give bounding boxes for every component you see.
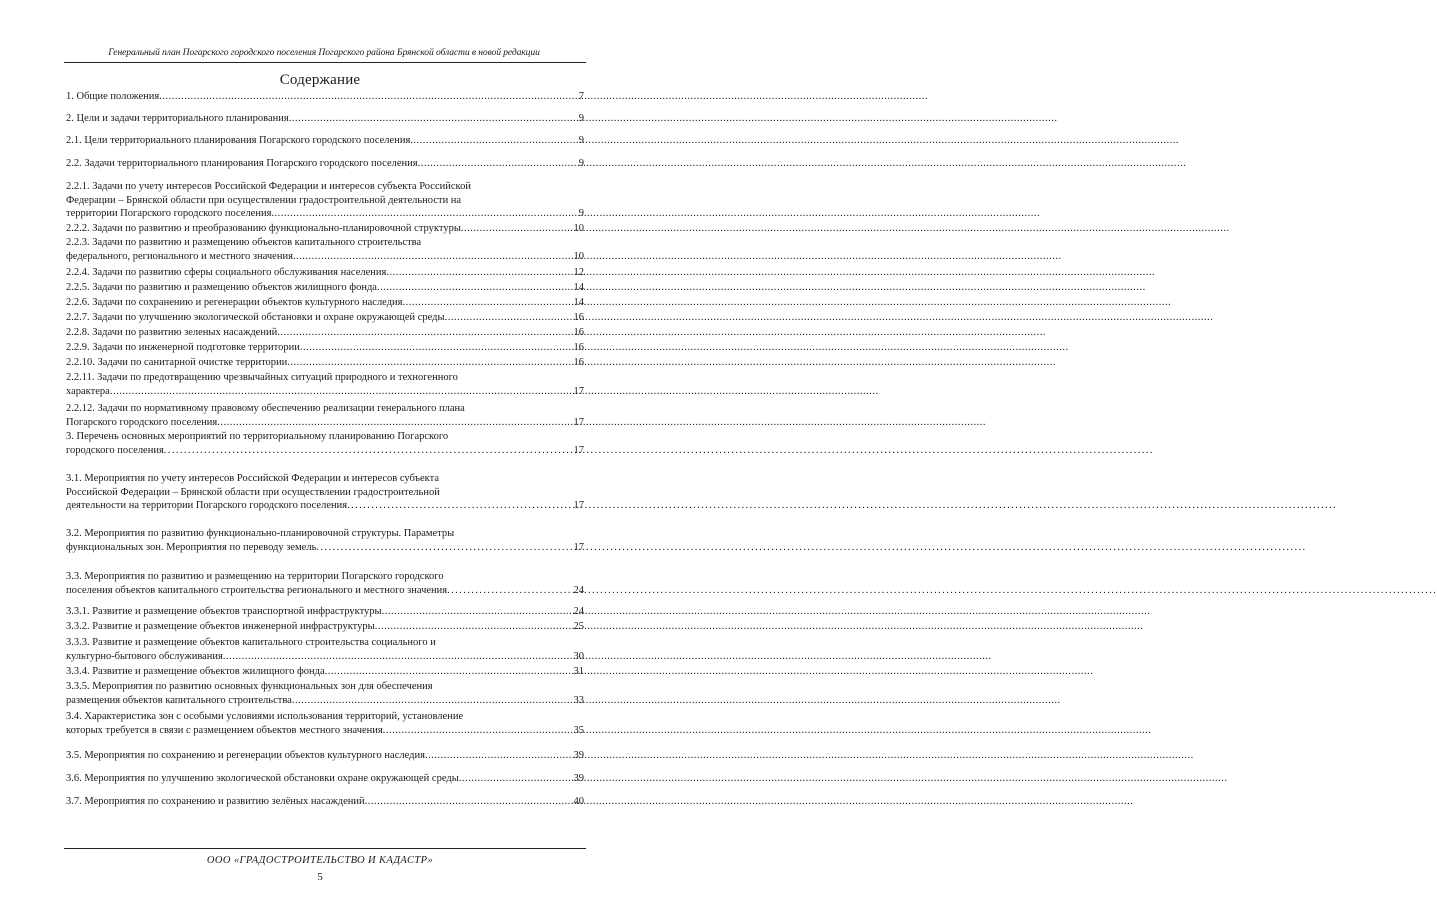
toc-dot-leader (277, 326, 573, 340)
toc-entry[interactable] (66, 157, 584, 171)
toc-entry[interactable] (66, 795, 584, 809)
toc-entry-text: 3.3.5. Мероприятия по развитию основных функциональных зон для обеспечения (66, 681, 433, 692)
toc-entry-line (66, 472, 584, 486)
toc-entry-text: 2.2.6. Задачи по сохранению и регенерации объектов культурного наследия (66, 297, 403, 308)
toc-dot-leader (377, 281, 574, 295)
toc-dot-leader (445, 311, 574, 325)
toc-entry[interactable] (66, 341, 584, 355)
toc-entry[interactable] (66, 371, 584, 398)
toc-entry-text: 3.3.2. Развитие и размещение объектов инженерной инфраструктуры (66, 621, 375, 632)
toc-dot-leader (164, 444, 574, 458)
toc-entry-line (66, 620, 584, 634)
toc-entry[interactable] (66, 356, 584, 370)
toc-entry-line (66, 236, 584, 250)
toc-dot-leader (382, 605, 574, 619)
toc-entry-line (66, 430, 584, 444)
toc-page-number: 35 (573, 724, 584, 736)
toc-entry-line (66, 281, 584, 295)
toc-entry-text: деятельности на территории Погарского городского поселения (66, 500, 348, 511)
toc-dot-leader (159, 90, 579, 104)
document-page (0, 0, 640, 905)
toc-entry-line (66, 266, 584, 280)
toc-page-number: 9 (578, 158, 584, 169)
toc-entry-text: 3.5. Мероприятия по сохранению и регенерации объектов культурного наследия (66, 750, 425, 761)
toc-entry-line (66, 710, 584, 724)
toc-page-number: 39 (573, 773, 584, 784)
toc-entry-text: 2.2.12. Задачи по нормативному правовому обеспечению реализации генерального плана (66, 403, 465, 414)
toc-entry[interactable] (66, 665, 584, 679)
toc-page-number: 30 (573, 650, 584, 662)
toc-dot-leader (300, 341, 574, 355)
toc-entry-text: размещения объектов капитального строительства (66, 694, 292, 706)
toc-entry-text: 2.2.2. Задачи по развитию и преобразованию функционально-планировочной структуры (66, 223, 461, 234)
footer-organization: ООО «ГРАДОСТРОИТЕЛЬСТВО И КАДАСТР» (206, 855, 434, 866)
toc-entry-text: 3.3.3. Развитие и размещение объектов капитального строительства социального и (66, 637, 436, 648)
toc-page-number: 25 (573, 621, 584, 632)
toc-entry-text: которых требуется в связи с размещением объектов местного значения (66, 724, 383, 736)
toc-dot-leader (447, 584, 573, 598)
toc-entry-text: 3.6. Мероприятия по улучшению экологической обстановки охране окружающей среды (66, 773, 459, 784)
toc-dot-leader (110, 385, 574, 399)
toc-entry-text: 3.3. Мероприятия по развитию и размещению на территории Погарского городского (66, 571, 444, 582)
toc-dot-leader (425, 749, 574, 763)
toc-dot-leader (292, 694, 574, 708)
toc-entry-line (66, 222, 584, 236)
toc-entry-line (66, 499, 584, 513)
toc-dot-leader (223, 650, 574, 664)
toc-entry-line (66, 356, 584, 370)
toc-entry-line (66, 665, 584, 679)
toc-entry-line (66, 207, 584, 221)
toc-entry-text: функциональных зон. Мероприятия по переводу земель (66, 541, 317, 553)
toc-page-number: 14 (573, 282, 584, 293)
toc-entry-line (66, 402, 584, 416)
toc-page-number: 16 (573, 357, 584, 368)
toc-entry-line (66, 311, 584, 325)
toc-entry-text: 2.1. Цели территориального планирования Погарского городского поселения (66, 135, 411, 146)
toc-page-number: 7 (578, 91, 584, 102)
toc-page-number: 17 (573, 385, 584, 397)
toc-entry[interactable] (66, 772, 584, 786)
toc-entry-line (66, 584, 584, 598)
page-number: 5 (317, 871, 323, 883)
toc-page-number: 33 (573, 694, 584, 706)
toc-entry-line (66, 694, 584, 708)
toc-dot-leader (459, 772, 574, 786)
toc-entry-text: 3.2. Мероприятия по развитию функционально-планировочной структуры. Параметры (66, 528, 455, 539)
toc-entry-line (66, 296, 584, 310)
toc-entry[interactable] (66, 296, 584, 310)
toc-dot-leader (418, 157, 579, 171)
toc-entry[interactable] (66, 326, 584, 340)
toc-entry-text: Погарского городского поселения (66, 416, 218, 428)
toc-entry-line (66, 416, 584, 430)
toc-dot-leader (461, 222, 574, 236)
toc-page-number: 39 (573, 750, 584, 761)
toc-entry-line (66, 341, 584, 355)
toc-entry-text: 2.2.8. Задачи по развитию зеленых насаждений (66, 327, 278, 338)
toc-page-number: 9 (578, 208, 584, 219)
toc-entry-line (66, 134, 584, 148)
toc-entry-text: 1. Общие положения (66, 91, 160, 102)
toc-entry-text: 2.2.11. Задачи по предотвращению чрезвычайных ситуаций природного и техногенного (66, 372, 458, 383)
toc-entry-text: 3.7. Мероприятия по сохранению и развитию зелёных насаждений (66, 796, 365, 807)
toc-entry[interactable] (66, 605, 584, 619)
toc-entry[interactable] (66, 402, 584, 429)
toc-entry-line (66, 795, 584, 809)
toc-entry[interactable] (66, 620, 584, 634)
toc-entry-text: 2.2.10. Задачи по санитарной очистке территории (66, 357, 288, 368)
toc-entry-text: поселения объектов капитального строительства регионального и местного значения (66, 584, 448, 596)
toc-entry-line (66, 772, 584, 786)
toc-dot-leader (293, 250, 574, 264)
toc-dot-leader (217, 416, 573, 430)
toc-dot-leader (325, 665, 574, 679)
toc-dot-leader (403, 296, 574, 310)
toc-page-number: 12 (573, 267, 584, 278)
toc-entry[interactable] (66, 222, 584, 236)
toc-page-number: 9 (578, 135, 584, 146)
toc-dot-leader (289, 112, 579, 126)
toc-entry-line (66, 385, 584, 399)
toc-entry-text: 3.3.4. Развитие и размещение объектов жилищного фонда (66, 666, 325, 677)
toc-dot-leader (386, 266, 573, 280)
toc-page-number: 40 (573, 796, 584, 807)
toc-page-number: 24 (573, 584, 584, 596)
toc-page-number: 31 (573, 666, 584, 677)
toc-entry-line (66, 371, 584, 385)
toc-entry[interactable] (66, 749, 584, 763)
toc-dot-leader (287, 356, 573, 370)
toc-entry-text: 2.2.7. Задачи по улучшению экологической обстановки и охране окружающей среды (66, 312, 445, 323)
toc-entry-text: характера (66, 385, 110, 397)
toc-entry-line (66, 486, 584, 500)
toc-page-number: 24 (573, 606, 584, 617)
toc-entry-line (66, 444, 584, 458)
toc-entry-text: культурно-бытового обслуживания (66, 650, 223, 662)
header-rule (64, 62, 586, 63)
toc-entry-line (66, 680, 584, 694)
toc-entry[interactable] (66, 680, 584, 707)
toc-page-number: 9 (578, 113, 584, 124)
toc-entry-text: 2.2. Задачи территориального планирования Погарского городского поселения (66, 158, 418, 169)
toc-entry-line (66, 749, 584, 763)
toc-entry-line (66, 527, 584, 541)
toc-dot-leader (365, 795, 574, 809)
toc-entry-line (66, 570, 584, 584)
toc-entry[interactable] (66, 710, 584, 737)
toc-heading: Содержание (279, 72, 361, 88)
toc-entry-text: территории Погарского городского поселения (66, 208, 272, 219)
toc-dot-leader (375, 620, 574, 634)
toc-dot-leader (347, 499, 573, 513)
toc-page-number: 17 (573, 416, 584, 428)
toc-dot-leader (383, 724, 574, 738)
toc-page-number: 16 (573, 327, 584, 338)
toc-entry[interactable] (66, 472, 584, 513)
toc-entry-line (66, 250, 584, 264)
toc-entry-line (66, 724, 584, 738)
toc-entry-text: 2.2.5. Задачи по развитию и размещению объектов жилищного фонда (66, 282, 377, 293)
toc-entry-line (66, 157, 584, 171)
toc-entry-text: городского поселения (66, 444, 164, 456)
toc-page-number: 10 (573, 250, 584, 262)
toc-page-number: 10 (573, 223, 584, 234)
toc-entry-text: Федерации – Брянской области при осуществлении градостроительной деятельности на (66, 194, 462, 206)
toc-page-number: 14 (573, 297, 584, 308)
toc-entry[interactable] (66, 134, 584, 148)
toc-entry[interactable] (66, 430, 584, 457)
toc-dot-leader (271, 207, 578, 221)
toc-entry[interactable] (66, 112, 584, 126)
toc-entry[interactable] (66, 236, 584, 263)
toc-entry[interactable] (66, 90, 584, 104)
toc-entry-text: 3.3.1. Развитие и размещение объектов транспортной инфраструктуры (66, 606, 382, 617)
toc-entry-line (66, 326, 584, 340)
toc-entry-text: федерального, регионального и местного значения (66, 250, 293, 262)
toc-page-number: 17 (573, 500, 584, 511)
toc-entry-line (66, 112, 584, 126)
running-header: Генеральный план Погарского городского поселения Погарского района Брянской области в новой редакции (108, 47, 540, 58)
toc-entry-line (66, 180, 584, 194)
toc-entry-text: 3.4. Характеристика зон с особыми условиями использования территорий, установление (66, 711, 464, 722)
toc-entry-text: 2. Цели и задачи территориального планирования (66, 113, 289, 124)
toc-page-number: 17 (573, 444, 584, 456)
toc-entry-text: 3. Перечень основных мероприятий по территориальному планированию Погарского (66, 431, 449, 442)
toc-page-number: 17 (573, 541, 584, 553)
toc-entry[interactable] (66, 266, 584, 280)
toc-entry-line (66, 636, 584, 650)
toc-entry-line (66, 605, 584, 619)
toc-page-number: 16 (573, 342, 584, 353)
toc-dot-leader (410, 134, 578, 148)
toc-entry-text: Российской Федерации – Брянской области при осуществлении градостроительной (66, 486, 440, 498)
toc-entry-text: 2.2.3. Задачи по развитию и размещению объектов капитального строительства (66, 237, 422, 248)
toc-entry-text: 3.1. Мероприятия по учету интересов Российской Федерации и интересов субъекта (66, 473, 440, 484)
toc-entry[interactable] (66, 281, 584, 295)
toc-entry-text: 2.2.9. Задачи по инженерной подготовке территории (66, 342, 300, 353)
toc-entry[interactable] (66, 636, 584, 663)
toc-page-number: 16 (573, 312, 584, 323)
toc-entry[interactable] (66, 527, 584, 554)
toc-entry-line (66, 650, 584, 664)
toc-entry[interactable] (66, 180, 584, 221)
footer-rule (64, 848, 586, 849)
toc-entry-line (66, 194, 584, 208)
toc-entry[interactable] (66, 311, 584, 325)
toc-entry-text: 2.2.4. Задачи по развитию сферы социального обслуживания населения (66, 267, 387, 278)
toc-entry-line (66, 541, 584, 555)
toc-dot-leader (316, 541, 573, 555)
toc-entry[interactable] (66, 570, 584, 597)
toc-entry-line (66, 90, 584, 104)
toc-entry-text: 2.2.1. Задачи по учету интересов Российской Федерации и интересов субъекта Российской (66, 181, 471, 192)
